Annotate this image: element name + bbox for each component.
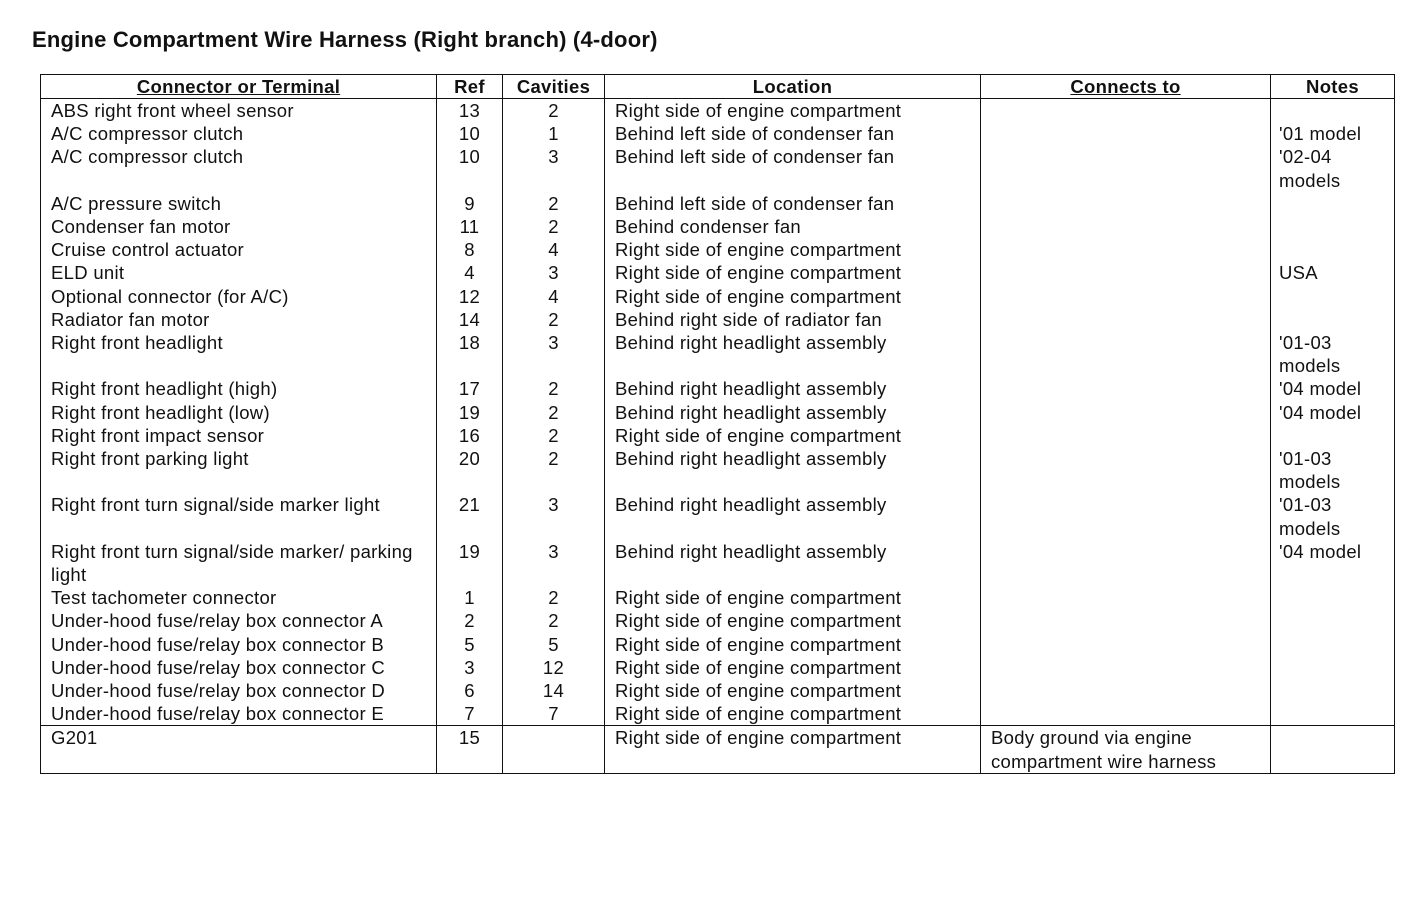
notes-cell: '01-03 models: [1271, 447, 1395, 493]
location-cell: Right side of engine compartment: [605, 238, 981, 261]
table-row: [41, 377, 1395, 400]
ref-cell: 21: [437, 493, 503, 539]
notes-cell: [1271, 192, 1395, 215]
location-cell: Right side of engine compartment: [605, 679, 981, 702]
cavities-cell: 3: [503, 540, 605, 586]
connects-to-cell: [981, 493, 1271, 539]
connector-cell: Right front headlight (low): [41, 401, 437, 424]
connects-to-cell: [981, 261, 1271, 284]
connector-cell: Radiator fan motor: [41, 308, 437, 331]
connector-cell: Right front headlight (high): [41, 377, 437, 400]
location-cell: Behind left side of condenser fan: [605, 145, 981, 191]
connects-to-cell: [981, 377, 1271, 400]
connects-to-cell: [981, 540, 1271, 586]
table-row: [41, 215, 1395, 238]
location-cell: Behind left side of condenser fan: [605, 122, 981, 145]
connector-cell: A/C compressor clutch: [41, 122, 437, 145]
table-row: [41, 540, 1395, 586]
header-location: Location: [605, 75, 981, 99]
location-cell: Behind right side of radiator fan: [605, 308, 981, 331]
connects-to-cell: [981, 331, 1271, 377]
ref-cell: 12: [437, 285, 503, 308]
connector-cell: Test tachometer connector: [41, 586, 437, 609]
ref-cell: 8: [437, 238, 503, 261]
cavities-cell: 7: [503, 702, 605, 726]
header-notes: Notes: [1271, 75, 1395, 99]
connects-to-cell: [981, 447, 1271, 493]
connects-to-cell: [981, 609, 1271, 632]
connector-cell: A/C compressor clutch: [41, 145, 437, 191]
location-cell: Right side of engine compartment: [605, 633, 981, 656]
table-row: [41, 99, 1395, 123]
table-row: [41, 145, 1395, 191]
cavities-cell: 2: [503, 99, 605, 123]
location-cell: Right side of engine compartment: [605, 702, 981, 726]
table-row: [41, 331, 1395, 377]
table-row: [41, 192, 1395, 215]
notes-cell: '01 model: [1271, 122, 1395, 145]
header-row: [41, 75, 1395, 99]
location-cell: Behind left side of condenser fan: [605, 192, 981, 215]
location-cell: Behind right headlight assembly: [605, 447, 981, 493]
ref-cell: 5: [437, 633, 503, 656]
connector-cell: G201: [41, 726, 437, 773]
cavities-cell: 2: [503, 377, 605, 400]
header-ref: Ref: [437, 75, 503, 99]
table-row: [41, 122, 1395, 145]
table-row: [41, 447, 1395, 493]
notes-cell: '01-03 models: [1271, 493, 1395, 539]
cavities-cell: 2: [503, 424, 605, 447]
location-cell: Behind condenser fan: [605, 215, 981, 238]
ref-cell: 11: [437, 215, 503, 238]
notes-cell: '02-04 models: [1271, 145, 1395, 191]
notes-cell: '01-03 models: [1271, 331, 1395, 377]
cavities-cell: 2: [503, 192, 605, 215]
connector-cell: Under-hood fuse/relay box connector B: [41, 633, 437, 656]
connector-cell: Right front turn signal/side marker light: [41, 493, 437, 539]
notes-cell: [1271, 215, 1395, 238]
ref-cell: 19: [437, 401, 503, 424]
ref-cell: 10: [437, 145, 503, 191]
table-row: [41, 586, 1395, 609]
location-cell: Behind right headlight assembly: [605, 377, 981, 400]
connects-to-cell: [981, 215, 1271, 238]
notes-cell: [1271, 99, 1395, 123]
ref-cell: 13: [437, 99, 503, 123]
location-cell: Right side of engine compartment: [605, 99, 981, 123]
connects-to-cell: Body ground via engine compartment wire harness: [981, 726, 1271, 773]
notes-cell: [1271, 424, 1395, 447]
table-row: [41, 702, 1395, 726]
cavities-cell: 1: [503, 122, 605, 145]
notes-cell: [1271, 679, 1395, 702]
connector-cell: Right front impact sensor: [41, 424, 437, 447]
connector-cell: A/C pressure switch: [41, 192, 437, 215]
cavities-cell: 2: [503, 215, 605, 238]
location-cell: Right side of engine compartment: [605, 285, 981, 308]
connects-to-cell: [981, 238, 1271, 261]
notes-cell: [1271, 238, 1395, 261]
header-connector: Connector or Terminal: [41, 75, 437, 99]
location-cell: Behind right headlight assembly: [605, 331, 981, 377]
cavities-cell: 4: [503, 285, 605, 308]
page-title: Engine Compartment Wire Harness (Right branch) (4-door): [32, 27, 658, 52]
table-row: [41, 609, 1395, 632]
ref-cell: 16: [437, 424, 503, 447]
notes-cell: [1271, 285, 1395, 308]
notes-cell: [1271, 656, 1395, 679]
ref-cell: 4: [437, 261, 503, 284]
connects-to-cell: [981, 679, 1271, 702]
notes-cell: USA: [1271, 261, 1395, 284]
table-row: [41, 679, 1395, 702]
cavities-cell: 14: [503, 679, 605, 702]
connector-cell: ABS right front wheel sensor: [41, 99, 437, 123]
connects-to-cell: [981, 633, 1271, 656]
notes-cell: '04 model: [1271, 540, 1395, 586]
ref-cell: 2: [437, 609, 503, 632]
connects-to-cell: [981, 586, 1271, 609]
notes-cell: '04 model: [1271, 377, 1395, 400]
ref-cell: 17: [437, 377, 503, 400]
ref-cell: 10: [437, 122, 503, 145]
ref-cell: 3: [437, 656, 503, 679]
notes-cell: [1271, 633, 1395, 656]
connects-to-cell: [981, 145, 1271, 191]
table-row: [41, 726, 1395, 773]
cavities-cell: 4: [503, 238, 605, 261]
table-row: [41, 308, 1395, 331]
notes-cell: [1271, 609, 1395, 632]
location-cell: Right side of engine compartment: [605, 656, 981, 679]
table-row: [41, 493, 1395, 539]
notes-cell: [1271, 308, 1395, 331]
cavities-cell: 3: [503, 493, 605, 539]
cavities-cell: 2: [503, 586, 605, 609]
ref-cell: 6: [437, 679, 503, 702]
location-cell: Behind right headlight assembly: [605, 401, 981, 424]
connector-cell: Under-hood fuse/relay box connector E: [41, 702, 437, 726]
connects-to-cell: [981, 285, 1271, 308]
connector-cell: Under-hood fuse/relay box connector A: [41, 609, 437, 632]
location-cell: Behind right headlight assembly: [605, 493, 981, 539]
location-cell: Right side of engine compartment: [605, 586, 981, 609]
connector-cell: Condenser fan motor: [41, 215, 437, 238]
cavities-cell: 2: [503, 447, 605, 493]
ref-cell: 7: [437, 702, 503, 726]
connector-cell: Cruise control actuator: [41, 238, 437, 261]
table-row: [41, 424, 1395, 447]
table-row: [41, 633, 1395, 656]
location-cell: Right side of engine compartment: [605, 261, 981, 284]
connector-cell: Optional connector (for A/C): [41, 285, 437, 308]
cavities-cell: 3: [503, 261, 605, 284]
connects-to-cell: [981, 192, 1271, 215]
notes-cell: [1271, 702, 1395, 726]
header-cavities: Cavities: [503, 75, 605, 99]
ref-cell: 15: [437, 726, 503, 773]
location-cell: Right side of engine compartment: [605, 726, 981, 773]
connects-to-cell: [981, 308, 1271, 331]
ref-cell: 18: [437, 331, 503, 377]
cavities-cell: 5: [503, 633, 605, 656]
harness-table: [40, 74, 1395, 774]
connects-to-cell: [981, 656, 1271, 679]
ref-cell: 9: [437, 192, 503, 215]
connector-cell: Right front headlight: [41, 331, 437, 377]
cavities-cell: 3: [503, 145, 605, 191]
connects-to-cell: [981, 702, 1271, 726]
table-row: [41, 656, 1395, 679]
connector-cell: Right front parking light: [41, 447, 437, 493]
location-cell: Behind right headlight assembly: [605, 540, 981, 586]
notes-cell: [1271, 726, 1395, 773]
connects-to-cell: [981, 99, 1271, 123]
connector-cell: ELD unit: [41, 261, 437, 284]
ref-cell: 20: [437, 447, 503, 493]
connects-to-cell: [981, 401, 1271, 424]
table-row: [41, 401, 1395, 424]
location-cell: Right side of engine compartment: [605, 424, 981, 447]
location-cell: Right side of engine compartment: [605, 609, 981, 632]
notes-cell: '04 model: [1271, 401, 1395, 424]
ref-cell: 1: [437, 586, 503, 609]
connector-cell: Right front turn signal/side marker/ parking light: [41, 540, 437, 586]
header-connects-to: Connects to: [981, 75, 1271, 99]
table-row: [41, 238, 1395, 261]
table-row: [41, 261, 1395, 284]
cavities-cell: 2: [503, 609, 605, 632]
cavities-cell: [503, 726, 605, 773]
notes-cell: [1271, 586, 1395, 609]
cavities-cell: 3: [503, 331, 605, 377]
connector-cell: Under-hood fuse/relay box connector C: [41, 656, 437, 679]
cavities-cell: 12: [503, 656, 605, 679]
cavities-cell: 2: [503, 401, 605, 424]
table-row: [41, 285, 1395, 308]
ref-cell: 14: [437, 308, 503, 331]
connector-cell: Under-hood fuse/relay box connector D: [41, 679, 437, 702]
connects-to-cell: [981, 424, 1271, 447]
cavities-cell: 2: [503, 308, 605, 331]
ref-cell: 19: [437, 540, 503, 586]
connects-to-cell: [981, 122, 1271, 145]
